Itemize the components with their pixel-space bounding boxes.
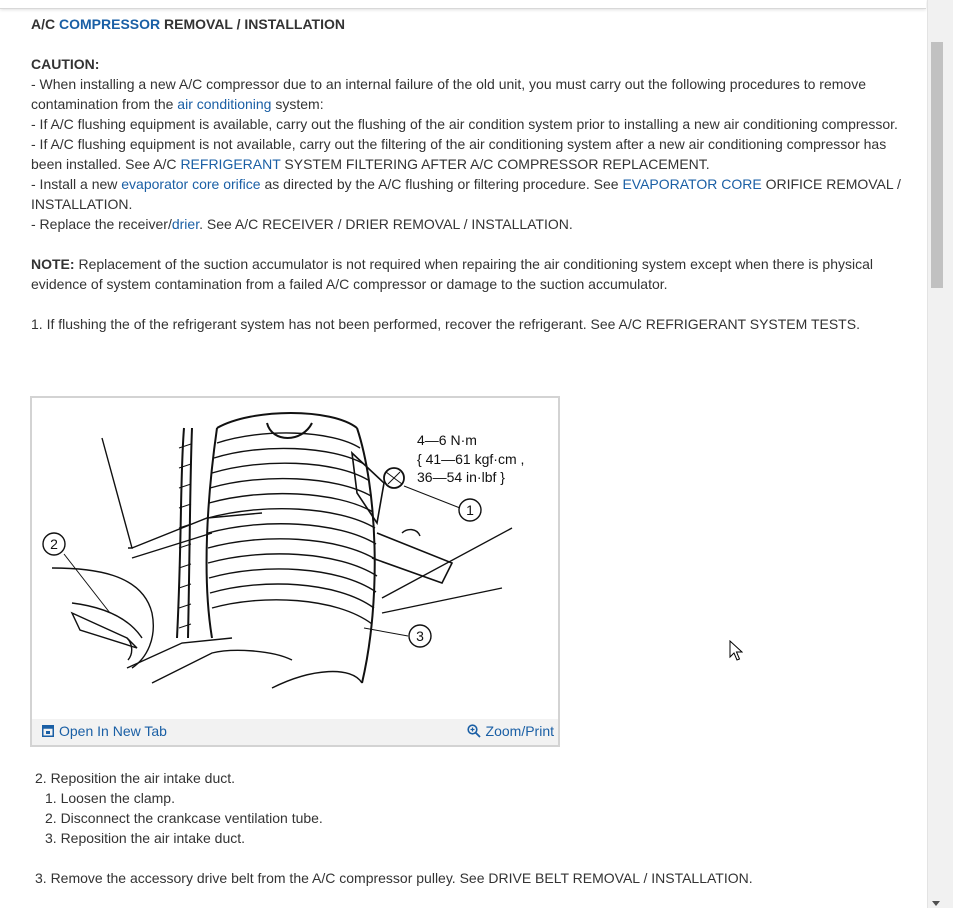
zoom-print-button[interactable]	[467, 723, 554, 739]
title-link-compressor[interactable]: COMPRESSOR	[59, 16, 161, 32]
caution-bullet-5	[31, 214, 911, 234]
open-new-tab-button[interactable]	[42, 723, 167, 739]
caution-bullet-4-mid: as directed by the A/C flushing or filtering procedure. See	[260, 176, 623, 192]
caution-bullet-3	[31, 134, 911, 174]
callout-1: 1	[466, 502, 474, 518]
zoom-print-label: Zoom/Print	[485, 723, 554, 739]
diagram-figure	[30, 396, 560, 747]
caution-bullet-5-end: . See A/C RECEIVER / DRIER REMOVAL / INSTALLATION.	[199, 216, 573, 232]
caution-bullet-5-text: - Replace the receiver/	[31, 216, 172, 232]
note-label: NOTE:	[31, 256, 75, 272]
caution-bullet-2: - If A/C flushing equipment is available, carry out the flushing of the air condition system prior to installing a new air conditioning compressor.	[31, 116, 898, 132]
note-paragraph	[31, 254, 911, 294]
title-suffix: REMOVAL / INSTALLATION	[160, 16, 345, 32]
caution-bullet-3-text: - If A/C flushing equipment is not available, carry out the filtering of the air conditioning system after a new air conditioning compressor has been installed. See A/C	[31, 136, 887, 172]
step-2-sub-3: 3. Reposition the air intake duct.	[45, 830, 246, 846]
figure-toolbar	[32, 719, 558, 745]
link-evaporator-core-orifice[interactable]: evaporator core orifice	[121, 176, 261, 192]
link-air-conditioning[interactable]: air conditioning	[177, 96, 272, 112]
caution-label: CAUTION:	[31, 56, 100, 72]
mouse-pointer-icon	[729, 640, 743, 662]
step-2: 2. Reposition the air intake duct.	[35, 770, 236, 786]
caution-bullet-3-end: SYSTEM FILTERING AFTER A/C COMPRESSOR REPLACEMENT.	[280, 156, 710, 172]
compressor-diagram[interactable]	[32, 398, 558, 719]
torque-line-1: 4—6 N·m	[417, 432, 477, 448]
step-2-sub-1: 1. Loosen the clamp.	[45, 790, 175, 806]
top-toolbar-edge	[0, 0, 926, 9]
callout-3: 3	[416, 628, 424, 644]
torque-line-3: 36—54 in·lbf }	[417, 469, 505, 485]
link-drier[interactable]: drier	[171, 216, 200, 232]
scrollbar-thumb[interactable]	[931, 42, 943, 288]
callout-2: 2	[50, 536, 58, 552]
torque-line-2: { 41—61 kgf·cm ,	[417, 451, 525, 467]
link-evaporator-core[interactable]: EVAPORATOR CORE	[622, 176, 762, 192]
page-title	[31, 14, 911, 34]
caution-bullet-4	[31, 174, 911, 214]
link-refrigerant[interactable]: REFRIGERANT	[180, 156, 281, 172]
open-new-tab-icon	[42, 725, 54, 737]
step-2-sub-2: 2. Disconnect the crankcase ventilation tube.	[45, 810, 323, 826]
step-3: 3. Remove the accessory drive belt from the A/C compressor pulley. See DRIVE BELT REMOVAL / INSTALLATION.	[35, 870, 753, 886]
caution-bullet-1-end: system:	[271, 96, 324, 112]
article-content	[31, 14, 911, 334]
title-prefix: A/C	[31, 16, 59, 32]
zoom-magnifier-icon	[467, 724, 481, 738]
caution-bullet-4-text: - Install a new	[31, 176, 122, 192]
vertical-scrollbar[interactable]	[927, 0, 953, 908]
open-new-tab-label: Open In New Tab	[59, 723, 167, 739]
caution-bullet-1-text: - When installing a new A/C compressor due to an internal failure of the old unit, you must carry out the following procedures to remove contamination from the	[31, 76, 866, 112]
step-1: 1. If flushing the of the refrigerant system has not been performed, recover the refrigerant. See A/C REFRIGERANT SYSTEM TESTS.	[31, 316, 860, 332]
scroll-down-arrow-icon[interactable]	[932, 901, 940, 906]
steps-section	[35, 768, 753, 888]
note-text: Replacement of the suction accumulator is not required when repairing the air conditioning system except when there is physical evidence of system contamination from a failed A/C compressor or damage to the suction accumulator.	[31, 256, 873, 292]
caution-bullet-4-end: ORIFICE REMOVAL / INSTALLATION.	[31, 176, 901, 212]
caution-bullet-1	[31, 74, 911, 114]
